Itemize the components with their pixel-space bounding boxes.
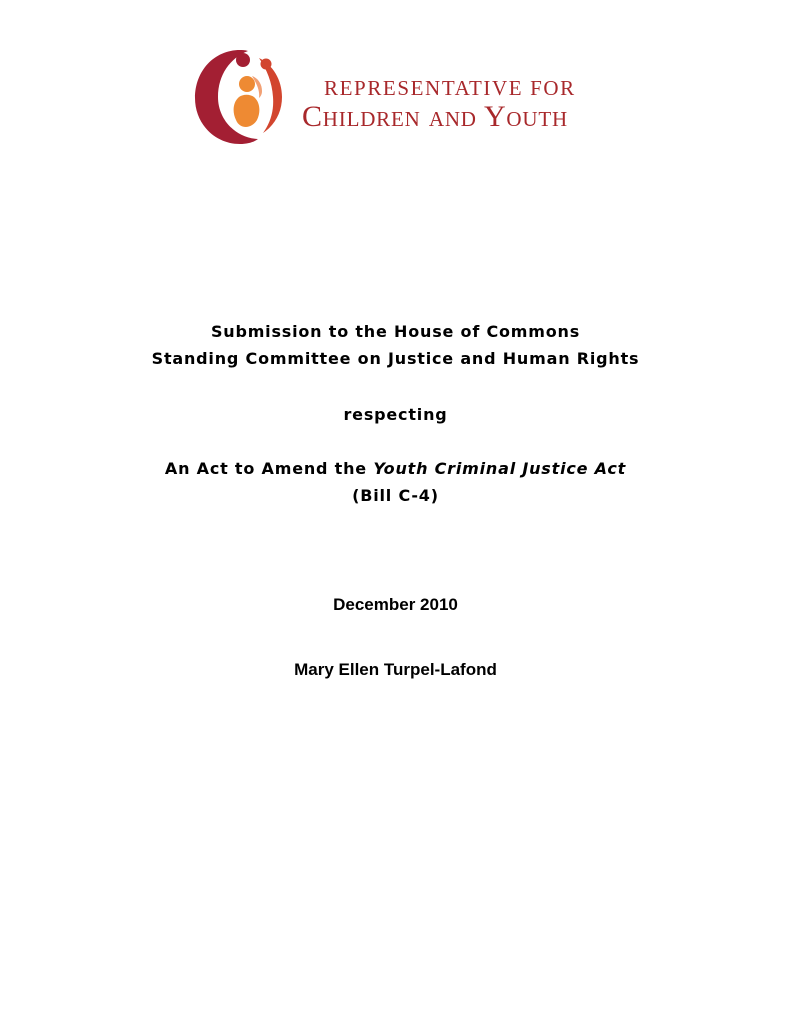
submission-date: December 2010 — [333, 595, 458, 614]
logo-text-line2: Children and Youth — [302, 100, 568, 133]
bill-number: (Bill C-4) — [352, 486, 439, 505]
organization-name — [302, 46, 612, 146]
title-line2: Standing Committee on Justice and Human Rights — [151, 349, 640, 368]
act-prefix: An Act to Amend the — [164, 459, 374, 478]
act-name: Youth Criminal Justice Act — [373, 459, 627, 478]
respecting-label: respecting — [343, 405, 448, 424]
family-figures-icon — [192, 46, 288, 146]
author-name: Mary Ellen Turpel-Lafond — [294, 660, 497, 679]
title-line1: Submission to the House of Commons — [210, 322, 581, 341]
act-title — [0, 459, 791, 478]
logo-text-line1: REPRESENTATIVE FOR — [324, 76, 576, 100]
organization-logo — [192, 46, 612, 150]
